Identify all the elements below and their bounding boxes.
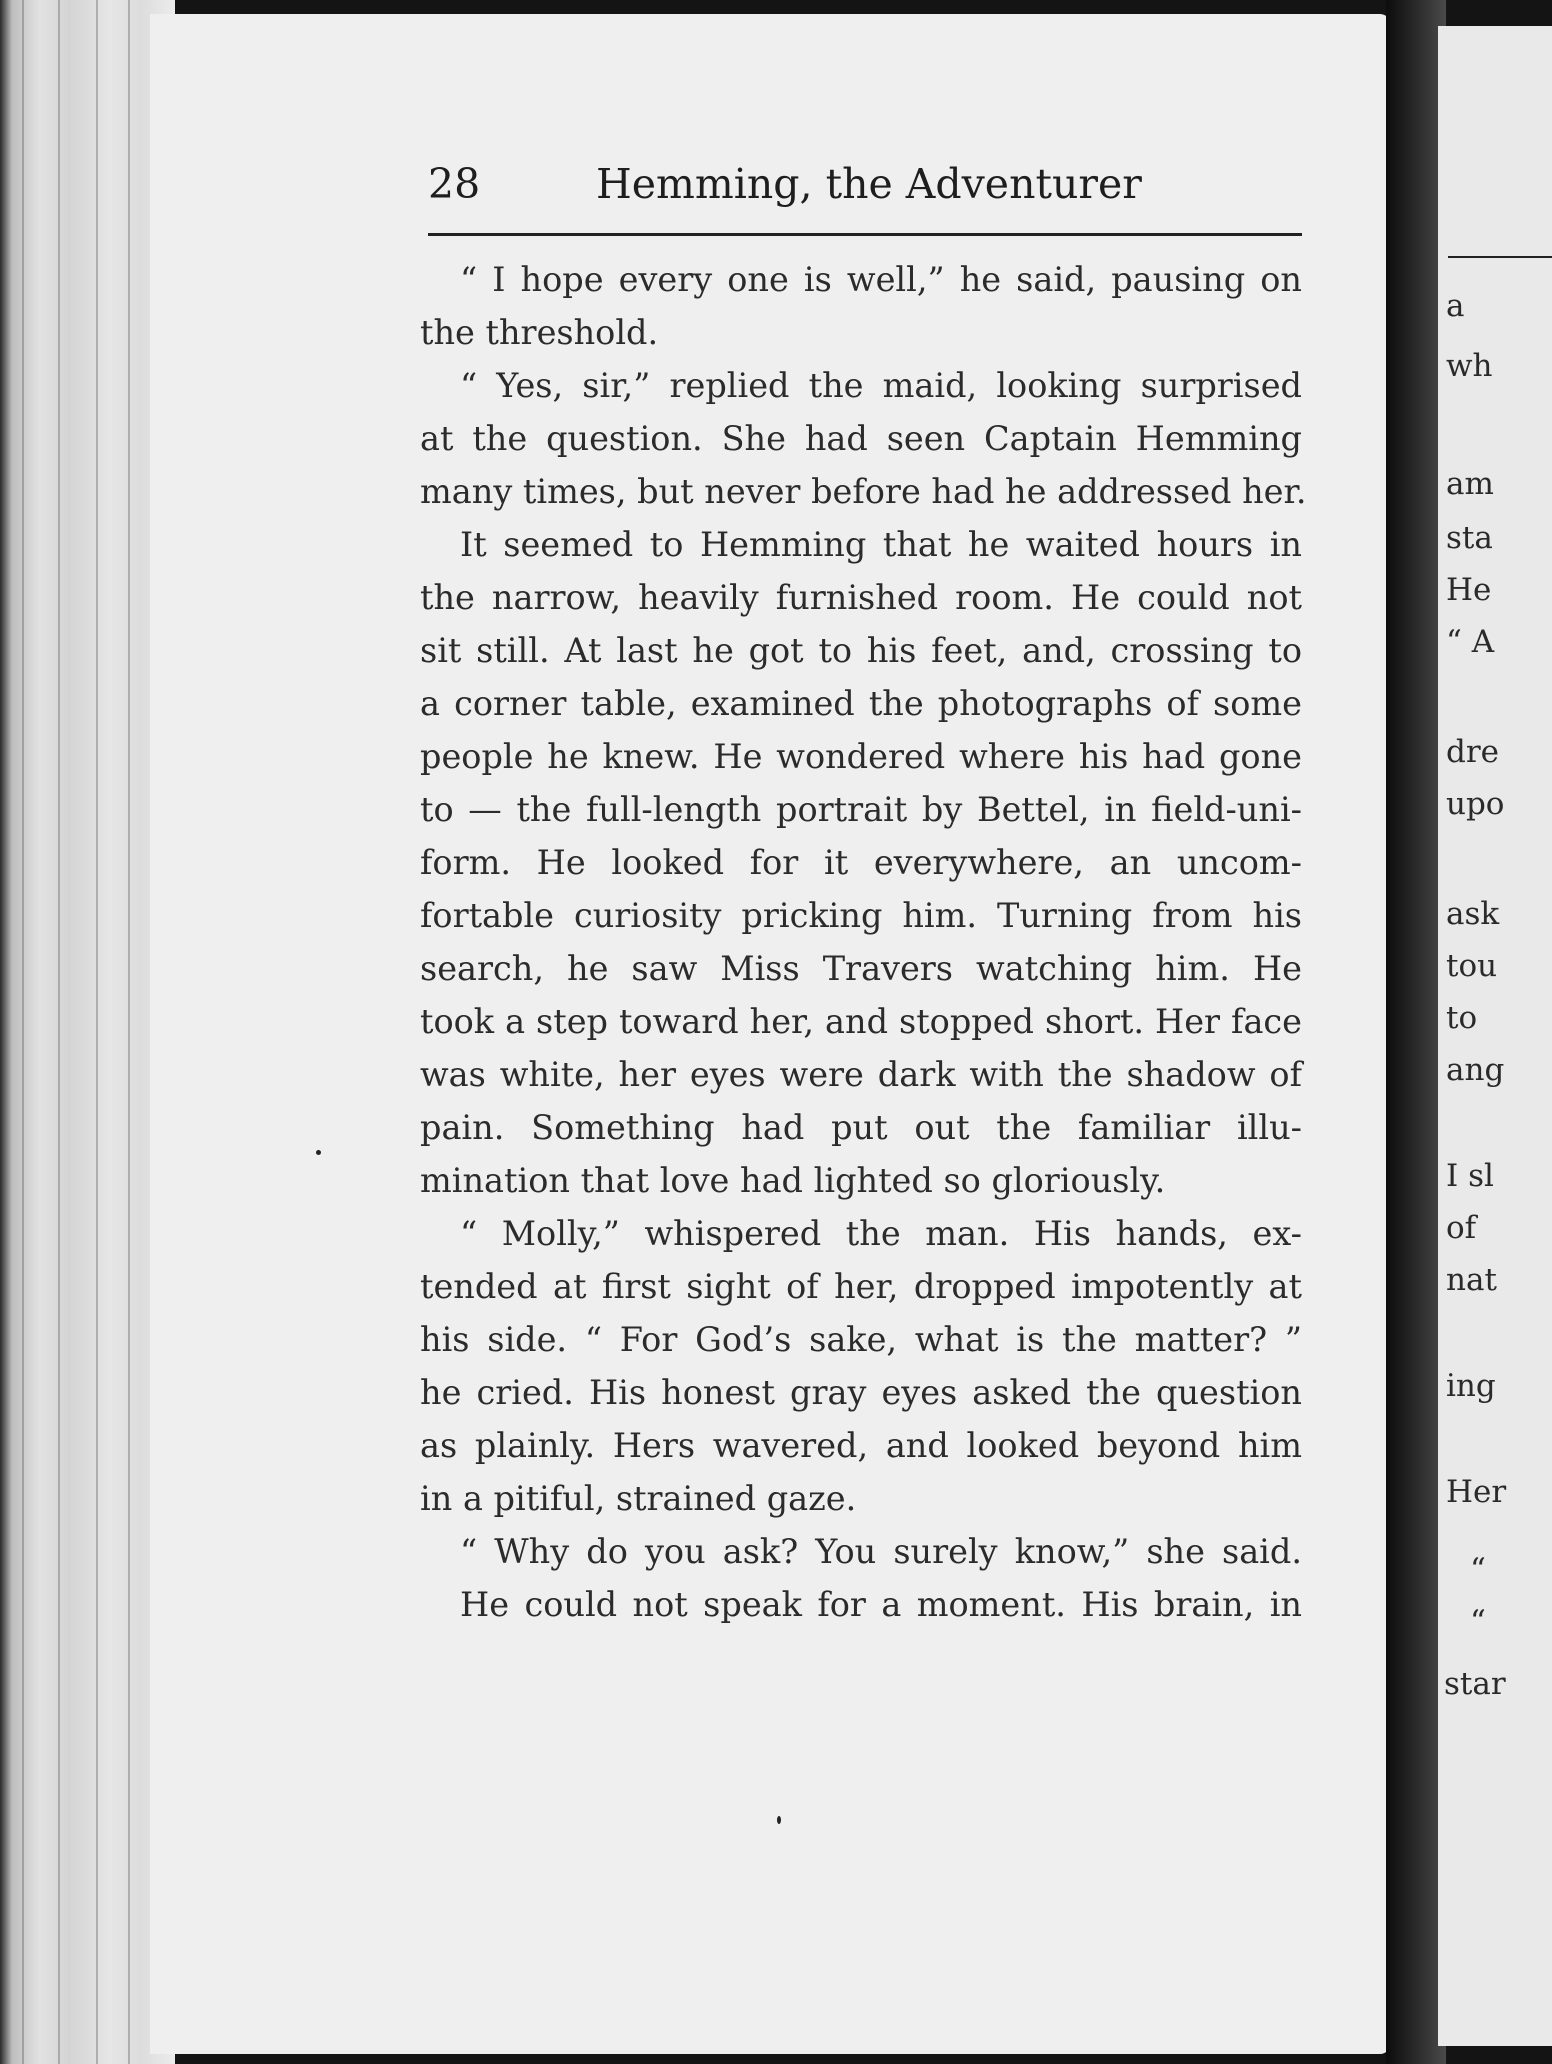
facing-text-fragment: “ A xyxy=(1446,624,1495,660)
text-line: was white, her eyes were dark with the shadow of xyxy=(420,1055,1302,1094)
text-line: He could not speak for a moment. His brain, in xyxy=(460,1585,1302,1624)
body-text xyxy=(420,253,1307,1631)
book-gutter xyxy=(1386,0,1446,2064)
text-line: search, he saw Miss Travers watching him. He xyxy=(420,949,1302,988)
facing-text-fragment: ask xyxy=(1446,896,1500,932)
facing-text-fragment: ing xyxy=(1446,1368,1496,1404)
facing-text-fragment: “ xyxy=(1470,1552,1486,1588)
ink-speck xyxy=(316,1150,321,1155)
text-line: It seemed to Hemming that he waited hours in xyxy=(460,525,1302,564)
facing-text-fragment: Her xyxy=(1446,1474,1507,1510)
page-edges xyxy=(0,0,175,2064)
header-rule xyxy=(428,233,1302,236)
text-line: many times, but never before had he addressed her. xyxy=(420,472,1307,511)
text-line: mination that love had lighted so gloriously. xyxy=(420,1161,1166,1200)
facing-text-fragment: star xyxy=(1444,1666,1506,1702)
running-title: Hemming, the Adventurer xyxy=(596,160,1142,208)
text-line: form. He looked for it everywhere, an uncom- xyxy=(420,843,1302,882)
facing-text-fragment: nat xyxy=(1446,1262,1497,1298)
text-line: as plainly. Hers wavered, and looked beyond him xyxy=(420,1426,1302,1465)
text-line: “ Yes, sir,” replied the maid, looking surprised xyxy=(460,366,1302,405)
facing-text-fragment: upo xyxy=(1446,786,1505,822)
text-line: his side. “ For God’s sake, what is the matter? ” xyxy=(420,1320,1302,1359)
text-line: people he knew. He wondered where his had gone xyxy=(420,737,1302,776)
text-line: “ I hope every one is well,” he said, pausing on xyxy=(460,260,1302,299)
text-line: “ Why do you ask? You surely know,” she said. xyxy=(460,1532,1302,1571)
facing-text-fragment: dre xyxy=(1446,734,1500,770)
facing-text-fragment: wh xyxy=(1446,348,1493,384)
facing-text-fragment: ang xyxy=(1446,1052,1505,1088)
text-line: a corner table, examined the photographs of some xyxy=(420,684,1302,723)
running-header xyxy=(428,160,1300,220)
facing-text-fragment: of xyxy=(1446,1210,1477,1246)
facing-text-fragment: I sl xyxy=(1446,1158,1494,1194)
text-line: at the question. She had seen Captain Hemming xyxy=(420,419,1302,458)
text-line: pain. Something had put out the familiar illu- xyxy=(420,1108,1302,1147)
page-number: 28 xyxy=(428,160,481,208)
text-line: the narrow, heavily furnished room. He could not xyxy=(420,578,1302,617)
text-line: fortable curiosity pricking him. Turning from his xyxy=(420,896,1302,935)
text-line: sit still. At last he got to his feet, and, crossing to xyxy=(420,631,1302,670)
facing-text-fragment: “ xyxy=(1470,1604,1486,1640)
facing-header-rule xyxy=(1448,256,1552,258)
ink-speck xyxy=(777,1816,781,1824)
facing-text-fragment: a xyxy=(1446,288,1465,324)
text-line: tended at first sight of her, dropped impotently at xyxy=(420,1267,1302,1306)
text-line: the threshold. xyxy=(420,313,659,352)
facing-text-fragment: sta xyxy=(1446,520,1493,556)
facing-text-fragment: He xyxy=(1446,572,1492,608)
text-line: “ Molly,” whispered the man. His hands, ex- xyxy=(460,1214,1302,1253)
facing-text-fragment: tou xyxy=(1446,948,1498,984)
text-line: he cried. His honest gray eyes asked the question xyxy=(420,1373,1302,1412)
text-line: took a step toward her, and stopped short. Her face xyxy=(420,1002,1302,1041)
facing-text-fragment: to xyxy=(1446,1000,1478,1036)
facing-text-fragment: am xyxy=(1446,466,1494,502)
text-line: to — the full-length portrait by Bettel, in field-uni- xyxy=(420,790,1302,829)
text-line: in a pitiful, strained gaze. xyxy=(420,1479,857,1518)
facing-page xyxy=(1438,26,1552,2046)
